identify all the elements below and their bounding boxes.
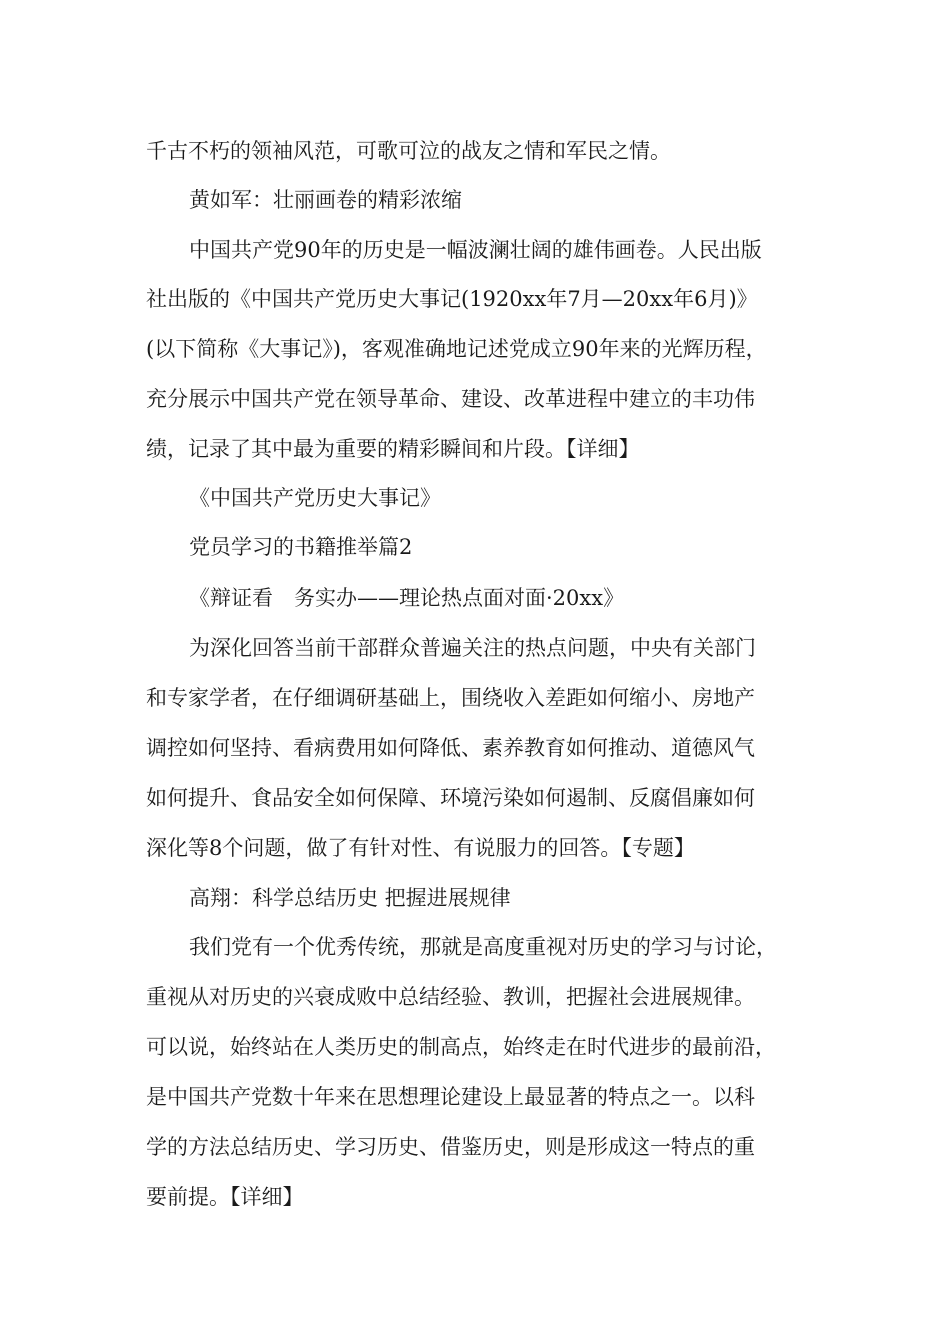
paragraph-line: 和专家学者，在仔细调研基础上，围绕收入差距如何缩小、房地产 xyxy=(146,686,755,710)
paragraph-line: 我们党有一个优秀传统，那就是高度重视对历史的学习与讨论， xyxy=(189,935,777,959)
paragraph-line: 调控如何坚持、看病费用如何降低、素养教育如何推动、道德风气 xyxy=(146,736,755,760)
paragraph-line: 如何提升、食品安全如何保障、环境污染如何遏制、反腐倡廉如何 xyxy=(146,786,755,810)
section-heading: 黄如军：壮丽画卷的精彩浓缩 xyxy=(189,188,462,212)
section-heading: 高翔：科学总结历史 把握进展规律 xyxy=(189,886,511,910)
paragraph-line: 重视从对历史的兴衰成败中总结经验、教训，把握社会进展规律。 xyxy=(146,985,755,1009)
paragraph-line: 学的方法总结历史、学习历史、借鉴历史，则是形成这一特点的重 xyxy=(146,1135,755,1159)
paragraph-line: (以下简称《大事记》)，客观准确地记述党成立90年来的光辉历程， xyxy=(146,337,767,361)
paragraph-line: 中国共产党90年的历史是一幅波澜壮阔的雄伟画卷。人民出版 xyxy=(189,238,762,262)
paragraph-line: 充分展示中国共产党在领导革命、建设、改革进程中建立的丰功伟 xyxy=(146,387,755,411)
book-title: 《中国共产党历史大事记》 xyxy=(189,486,441,510)
section-heading: 党员学习的书籍推举篇2 xyxy=(189,535,413,559)
paragraph-line: 深化等8个问题，做了有针对性、有说服力的回答。【专题】 xyxy=(146,836,695,860)
book-title: 《辩证看 务实办——理论热点面对面·20xx》 xyxy=(189,586,625,610)
paragraph-line: 是中国共产党数十年来在思想理论建设上最显著的特点之一。以科 xyxy=(146,1085,755,1109)
paragraph-line: 要前提。【详细】 xyxy=(146,1185,304,1209)
paragraph-line: 绩，记录了其中最为重要的精彩瞬间和片段。【详细】 xyxy=(146,437,640,461)
paragraph-line: 千古不朽的领袖风范，可歌可泣的战友之情和军民之情。 xyxy=(146,139,671,163)
paragraph-line: 为深化回答当前干部群众普遍关注的热点问题，中央有关部门 xyxy=(189,636,756,660)
paragraph-line: 可以说，始终站在人类历史的制高点，始终走在时代进步的最前沿， xyxy=(146,1035,776,1059)
paragraph-line: 社出版的《中国共产党历史大事记(1920xx年7月—20xx年6月)》 xyxy=(146,287,758,311)
